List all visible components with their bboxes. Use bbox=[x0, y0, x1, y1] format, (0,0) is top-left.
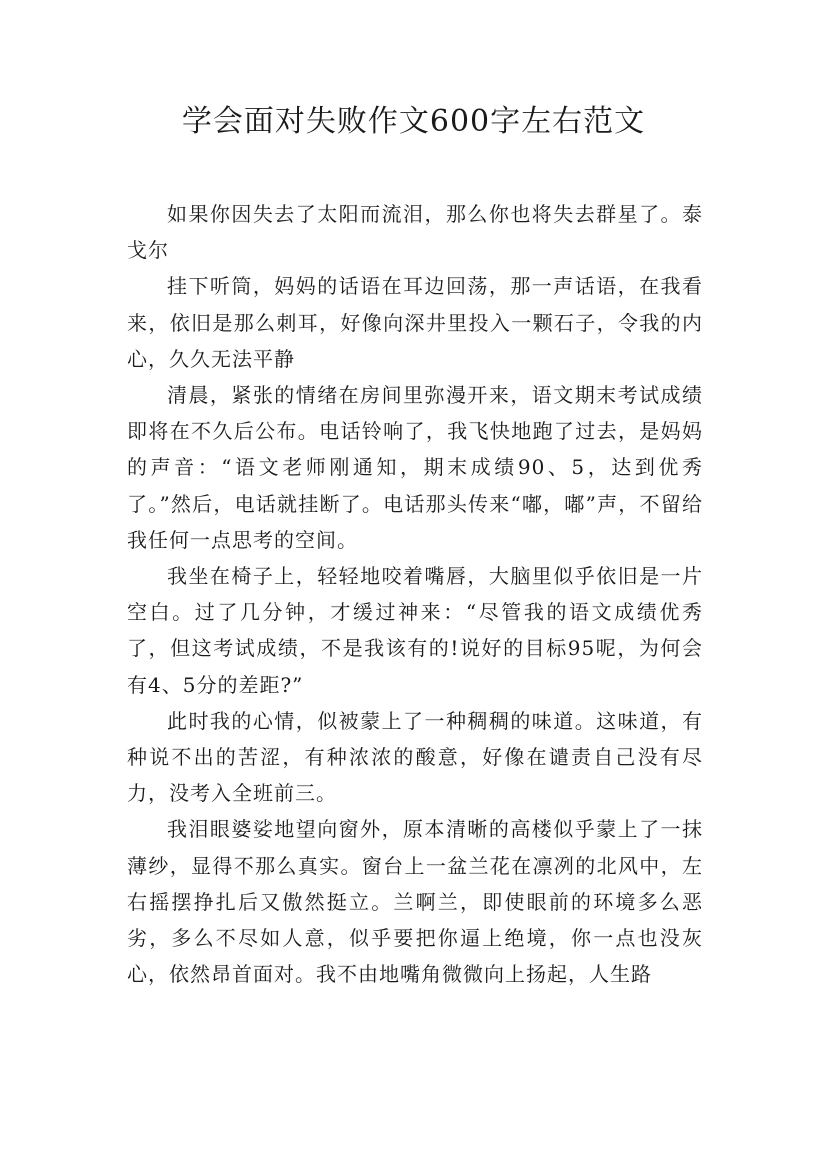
document-title: 学会面对失败作文600字左右范文 bbox=[181, 104, 646, 139]
document-body bbox=[127, 196, 703, 992]
paragraph: 此时我的心情，似被蒙上了一种稠稠的味道。这味道，有种说不出的苦涩，有种浓浓的酸意，好像在谴责自己没有尽力，没考入全班前三。 bbox=[127, 708, 703, 806]
paragraph: 清晨，紧张的情绪在房间里弥漫开来，语文期末考试成绩即将在不久后公布。电话铃响了，我飞快地跑了过去，是妈妈的声音：“语文老师刚通知，期末成绩90、5，达到优秀了。”然后，电话就挂断了。电话那头传来“嘟，嘟”声，不留给我任何一点思考的空间。 bbox=[127, 383, 703, 552]
paragraph: 挂下听筒，妈妈的话语在耳边回荡，那一声话语，在我看来，依旧是那么刺耳，好像向深井里投入一颗石子，令我的内心，久久无法平静 bbox=[127, 274, 703, 371]
paragraph: 我泪眼婆娑地望向窗外，原本清晰的高楼似乎蒙上了一抹薄纱，显得不那么真实。窗台上一盆兰花在凛冽的北风中，左右摇摆挣扎后又傲然挺立。兰啊兰，即使眼前的环境多么恶劣，多么不尽如人意，似乎要把你逼上绝境，你一点也没灰心，依然昂首面对。我不由地嘴角微微向上扬起，人生路 bbox=[127, 817, 703, 987]
paragraph-epigraph: 如果你因失去了太阳而流泪，那么你也将失去群星了。泰戈尔 bbox=[127, 202, 703, 263]
paragraph: 我坐在椅子上，轻轻地咬着嘴唇，大脑里似乎依旧是一片空白。过了几分钟，才缓过神来：“尽管我的语文成绩优秀了，但这考试成绩，不是我该有的!说好的目标95呢，为何会有4、5分的差距?” bbox=[127, 564, 703, 697]
